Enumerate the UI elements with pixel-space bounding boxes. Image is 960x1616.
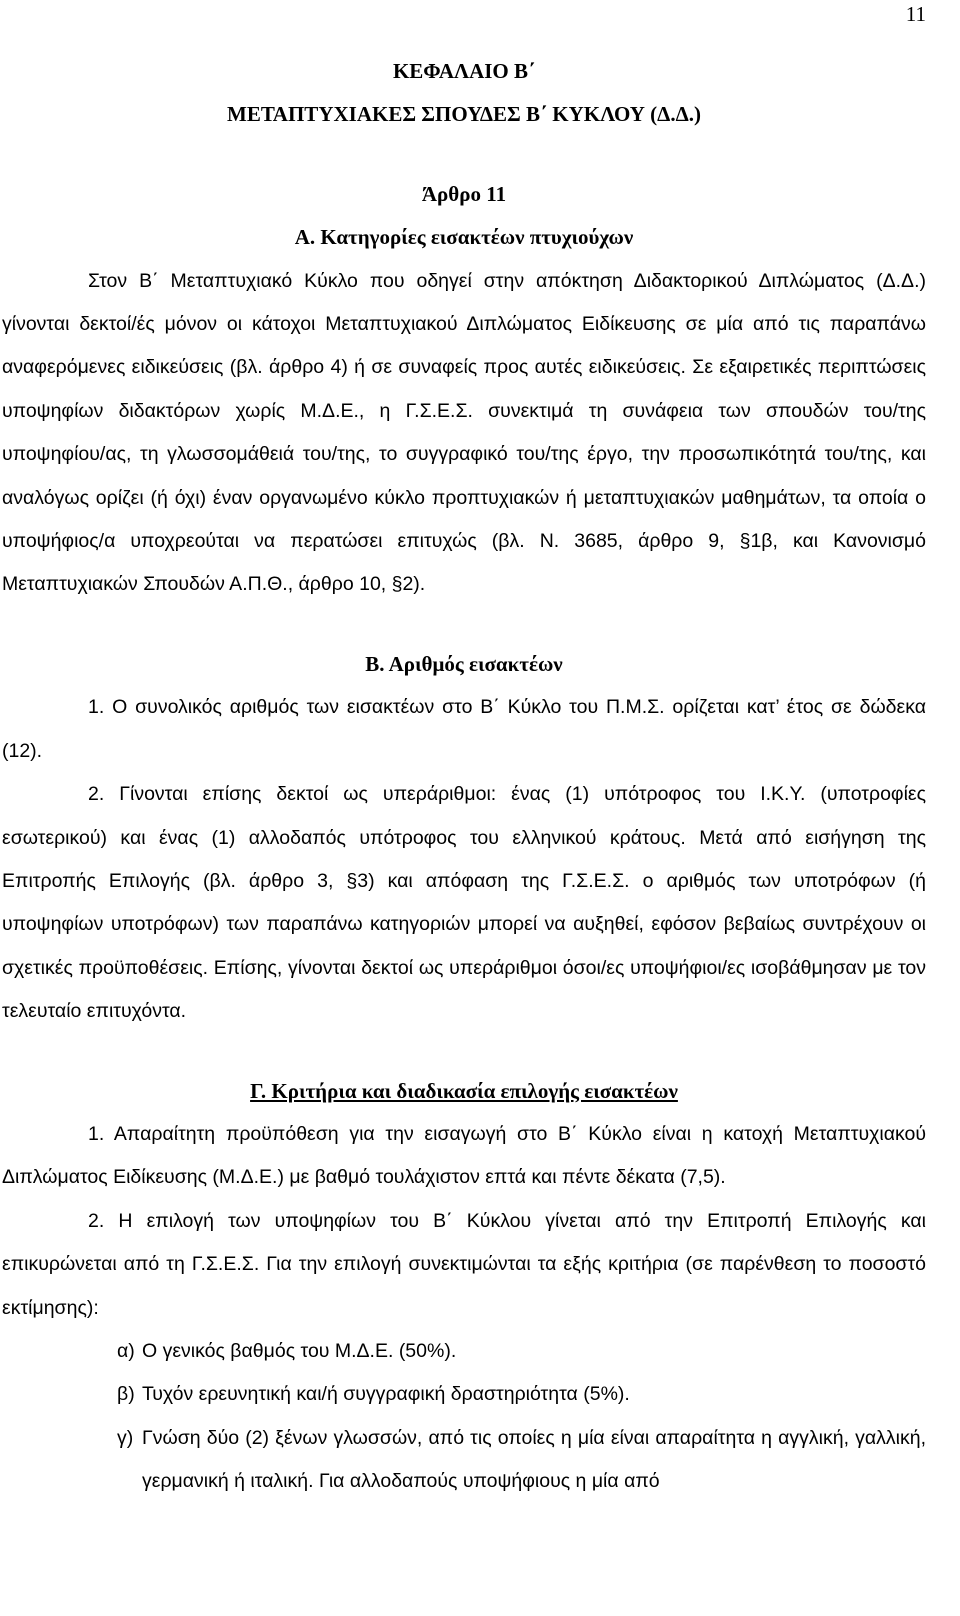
criterion-marker: γ)	[117, 1426, 134, 1449]
criterion-text: Γνώση δύο (2) ξένων γλωσσών, από τις οποίες η μία είναι απαραίτητα η αγγλική, γαλλική, γερμανική ή ιταλική. Για αλλοδαπούς υποψήφιους η μία από	[142, 1426, 926, 1493]
criterion-marker: β)	[117, 1383, 135, 1406]
section-c-paragraph-2: 2. Η επιλογή των υποψηφίων του Β΄ Κύκλου γίνεται από την Επιτροπή Επιλογής και επικυρώνεται από τη Γ.Σ.Ε.Σ. Για την επιλογή συνεκτιμώνται τα εξής κριτήρια (σε παρένθεση το ποσοστό εκτίμησης):	[2, 1209, 926, 1319]
section-b-paragraph-2: 2. Γίνονται επίσης δεκτοί ως υπεράριθμοι: ένας (1) υπότροφος του Ι.Κ.Υ. (υποτροφίες εσωτερικού) και ένας (1) αλλοδαπός υπότροφος του ελληνικού κράτους. Μετά από εισήγηση της Επιτροπής Επιλογής (βλ. άρθρο 3, §3) και απόφαση της Γ.Σ.Ε.Σ. ο αριθμός των υποτρόφων (ή υποψηφίων υποτρόφων) των παραπάνω κατηγοριών μπορεί να αυξηθεί, εφόσον βεβαίως συντρέχουν οι σχετικές προϋποθέσεις. Επίσης, γίνονται δεκτοί ως υπεράριθμοι όσοι/ες υποψήφιοι/ες ισοβάθμησαν με τον τελευταίο επιτυχόντα.	[2, 783, 926, 1023]
section-c-title: Γ. Κριτήρια και διαδικασία επιλογής εισακτέων	[250, 1078, 678, 1103]
spacer	[2, 607, 926, 643]
criterion-item	[2, 1373, 926, 1416]
criterion-item	[2, 1417, 926, 1504]
criterion-item	[2, 1330, 926, 1373]
criterion-text: Ο γενικός βαθμός του Μ.Δ.Ε. (50%).	[142, 1339, 457, 1362]
spacer	[2, 1034, 926, 1070]
article-title: Άρθρο 11	[421, 181, 507, 206]
section-b-title: Β. Αριθμός εισακτέων	[365, 651, 563, 676]
spacer	[2, 137, 926, 173]
document-body	[2, 50, 926, 1504]
section-a-title: Α. Κατηγορίες εισακτέων πτυχιούχων	[294, 225, 634, 250]
section-c-paragraph-1: 1. Απαραίτητη προϋπόθεση για την εισαγωγή στο Β΄ Κύκλο είναι η κατοχή Μεταπτυχιακού Διπλώματος Ειδίκευσης (Μ.Δ.Ε.) με βαθμό τουλάχιστον επτά και πέντε δέκατα (7,5).	[2, 1122, 926, 1189]
section-b-paragraph-1: 1. Ο συνολικός αριθμός των εισακτέων στο Β΄ Κύκλο του Π.Μ.Σ. ορίζεται κατ’ έτος σε δώδεκα (12).	[2, 696, 926, 762]
criterion-marker: α)	[117, 1339, 135, 1362]
chapter-subheading: ΜΕΤΑΠΤΥΧΙΑΚΕΣ ΣΠΟΥΔΕΣ Β΄ ΚΥΚΛΟΥ (Δ.Δ.)	[227, 102, 701, 127]
chapter-heading: ΚΕΦΑΛΑΙΟ Β΄	[392, 59, 536, 83]
criterion-text: Τυχόν ερευνητική και/ή συγγραφική δραστηριότητα (5%).	[142, 1383, 630, 1406]
page-number: 11	[905, 2, 926, 26]
section-a-paragraph: Στον Β΄ Μεταπτυχιακό Κύκλο που οδηγεί στην απόκτηση Διδακτορικού Διπλώματος (Δ.Δ.) γίνονται δεκτοί/ές μόνον οι κάτοχοι Μεταπτυχιακού Διπλώματος Ειδίκευσης σε μία από τις παραπάνω αναφερόμενες ειδικεύσεις (βλ. άρθρο 4) ή σε συναφείς προς αυτές ειδικεύσεις. Σε εξαιρετικές περιπτώσεις υποψηφίων διδακτόρων χωρίς Μ.Δ.Ε., η Γ.Σ.Ε.Σ. συνεκτιμά τη συνάφεια των σπουδών του/της υποψηφίου/ας, τη γλωσσομάθειά του/της, το συγγραφικό του/της έργο, την προσωπικότητά του/της, και αναλόγως ορίζει (ή όχι) έναν οργανωμένο κύκλο προπτυχιακών ή μεταπτυχιακών μαθημάτων, τα οποία ο υποψήφιος/α υποχρεούται να περατώσει επιτυχώς (βλ. Ν. 3685, άρθρο 9, §1β, και Κανονισμό Μεταπτυχιακών Σπουδών Α.Π.Θ., άρθρο 10, §2).	[2, 269, 926, 596]
